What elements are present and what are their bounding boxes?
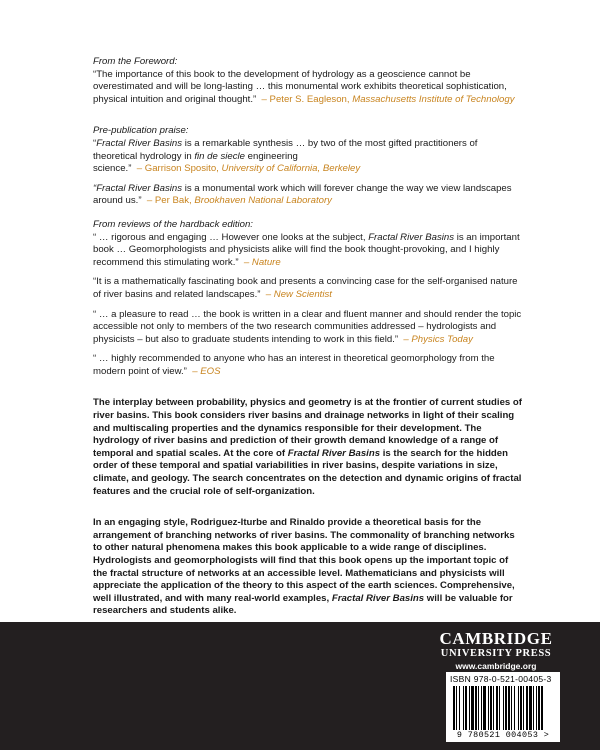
review-2-attribution: – New Scientist [265, 288, 332, 300]
prepub-attribution-1: – Garrison Sposito, University of California, Berkeley [136, 163, 361, 175]
prepub-quote-2: “Fractal River Basins is a monumental work which will forever change the way we view landscapes around us.” – Per Bak, Brookhaven National Laboratory [93, 182, 512, 207]
foreword-quote: “The importance of this book to the development of hydrology as a geoscience cannot be overestimated and will be long-lasting … this monumental work exhibits theoretical sophistication, physical intuition and original thought.” – Peter S. Eagleson, Massachusetts Institute of Technology [93, 68, 515, 105]
review-4-attribution: – EOS [192, 365, 221, 377]
isbn-label: ISBN 978-0-521-00405-3 [450, 674, 552, 684]
prepub-heading: Pre-publication praise: [93, 125, 189, 137]
publisher-logo [436, 630, 556, 672]
publisher-name: CAMBRIDGE [439, 629, 553, 648]
review-3-attribution: – Physics Today [403, 333, 473, 345]
barcode-digits: 9 780521 004053 > [456, 730, 550, 740]
publisher-press: UNIVERSITY PRESS [440, 648, 552, 659]
publisher-url: www.cambridge.org [455, 661, 537, 671]
foreword-heading: From the Foreword: [93, 56, 178, 67]
reviews-heading: From reviews of the hardback edition: [93, 218, 253, 230]
prepub-quote-1: “Fractal River Basins is a remarkable synthesis … by two of the most gifted practitioners of theoretical hydrology in fin de siecle engineering science.” – Garrison Sposito, University of California, Berkeley [93, 137, 478, 175]
review-4: “ … highly recommended to anyone who has an interest in theoretical geomorphology from the modern point of view.” – EOS [93, 353, 495, 377]
review-2: “It is a mathematically fascinating book and presents a convincing case for the self-organised nature of river basins and related landscapes.” – New Scientist [93, 276, 518, 300]
review-3: “ … a pleasure to read … the book is written in a clear and fluent manner and should render the topic accessible not only to members of the two research communities addressed – hydrologists and physicists – but also to graduate students intending to work in this field.” – Physics Today [93, 308, 522, 345]
footer-band [0, 622, 600, 750]
description-paragraph-1: The interplay between probability, physics and geometry is at the frontier of current studies of river basins. This book considers river basins and drainage networks in light of their scaling and multiscaling properties and the dynamics responsible for their development. The hydrology of river basins and prediction of their growth demand knowledge of a range of temporal and spatial scales. At the core of Fractal River Basins is the search for the hidden order of these temporal and spatial variabilities in river basins, despite variations in size, climate, and geology. The search concentrates on the detection and dynamic origins of fractal features and the crucial role of self-organization. [93, 397, 522, 497]
back-cover-text [93, 56, 523, 618]
review-1-attribution: – Nature [243, 256, 281, 268]
barcode [446, 672, 560, 742]
review-1: “ … rigorous and engaging … However one looks at the subject, Fractal River Basins is an important book … Geomorphologists and physicists alike will find the book thought-provoking, and I highly recommend this stimulating work.” – Nature [93, 231, 520, 268]
description-paragraph-2: In an engaging style, Rodriguez-Iturbe and Rinaldo provide a theoretical basis for the arrangement of branching networks of river basins. The commonality of branching networks to other natural phenomena makes this book applicable to a wide range of disciplines. Hydrologists and geomorphologists will find that this book opens up the important topic of the fractal structure of networks at an accessible level. Mathematicians and physicists will appreciate the application of the theory to this aspect of the earth sciences. Comprehensive, well illustrated, and with many real-world examples, Fractal River Basins will be valuable for researchers and students alike. [93, 517, 515, 617]
foreword-attribution: – Peter S. Eagleson, Massachusetts Institute of Technology [261, 93, 515, 105]
barcode-bars-icon [452, 686, 554, 730]
prepub-attribution-2: – Per Bak, Brookhaven National Laboratory [146, 195, 332, 207]
